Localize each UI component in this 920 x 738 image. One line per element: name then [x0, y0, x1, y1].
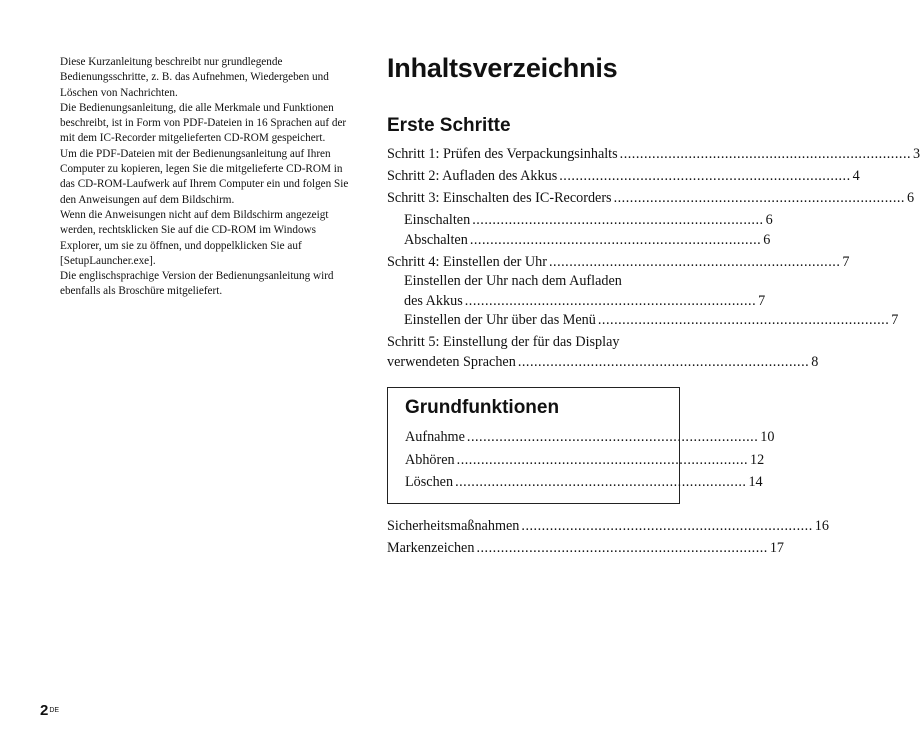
leader-dots: ........................................................................ [472, 212, 764, 228]
toc-entry-text: Aufnahme [405, 429, 465, 445]
toc-entry-text: Abschalten [404, 231, 468, 248]
leader-dots: ........................................................................ [464, 292, 757, 309]
toc-entry-text: Abhören [405, 451, 455, 468]
leader-dots: ........................................................................ [456, 451, 749, 468]
toc-title: Inhaltsverzeichnis [387, 53, 618, 83]
toc-entry-page: 7 [758, 292, 766, 309]
toc-entry[interactable] [387, 145, 920, 165]
toc-entry-page: 8 [811, 353, 819, 370]
toc-list-grundfunktionen [405, 428, 775, 496]
toc-entry-text: Einstellen der Uhr nach dem Aufladen [404, 273, 622, 289]
toc-entry-page: 16 [814, 518, 829, 534]
toc-entry[interactable] [387, 253, 850, 273]
language-code: DE [49, 707, 60, 714]
toc-entry-text: Sicherheitsmaßnahmen [387, 518, 520, 534]
toc-entry-page: 10 [760, 429, 775, 445]
toc-entry-text: Schritt 2: Aufladen des Akkus [387, 168, 558, 184]
leader-dots: ........................................................................ [619, 146, 912, 162]
toc-subentry[interactable] [387, 311, 899, 331]
section-heading-grundfunktionen: Grundfunktionen [405, 397, 560, 418]
intro-paragraph: Die Bedienungsanleitung, die alle Merkmale und Funktionen beschreibt, ist in Form von PDF-Dateien in 16 Sprachen auf der mit dem IC-Recorder mitgelieferten CD-ROM gespeichert. [60, 101, 347, 145]
leader-dots: ........................................................................ [548, 253, 841, 270]
intro-paragraph: Diese Kurzanleitung beschreibt nur grundlegende Bedienungsschritte, z. B. das Aufnehmen, Wiedergeben und Löschen von Nachrichten. [60, 56, 329, 99]
toc-entry-text: Schritt 4: Einstellen der Uhr [387, 253, 547, 270]
leader-dots: ........................................................................ [597, 312, 890, 328]
toc-entry-page: 14 [748, 474, 763, 490]
intro-paragraph: Um die PDF-Dateien mit der Bedienungsanleitung auf Ihren Computer zu kopieren, legen Sie die mitgelieferte CD-ROM in das CD-ROM-Laufwerk auf Ihrem Computer ein und folgen Sie den Anweisungen auf dem Bildschirm. [60, 147, 349, 206]
toc-subentry[interactable] [387, 211, 773, 231]
toc-subentry[interactable] [387, 272, 766, 311]
grundfunktionen-box [387, 387, 775, 504]
toc-subentry[interactable] [387, 231, 771, 251]
toc-entry-text: Löschen [405, 474, 454, 490]
toc-entry-text: Schritt 3: Einschalten des IC-Recorders [387, 190, 612, 206]
toc-entry[interactable] [387, 539, 785, 559]
toc-entry-text: Schritt 1: Prüfen des Verpackungsinhalts [387, 146, 618, 162]
toc-entry-text: Schritt 5: Einstellung der für das Display [387, 334, 620, 350]
intro-text [60, 55, 360, 300]
toc-entry[interactable] [387, 333, 819, 372]
leader-dots: ........................................................................ [613, 190, 905, 206]
leader-dots: ........................................................................ [455, 474, 747, 490]
intro-paragraph: Wenn die Anweisungen nicht auf dem Bildschirm angezeigt werden, rechtsklicken Sie auf die CD-ROM im Windows Explorer, um sie zu öffnen, und doppelklicken Sie auf [SetupLauncher.exe]. [60, 208, 329, 267]
toc-entry-page: 7 [891, 312, 899, 328]
section-heading-erste-schritte: Erste Schritte [387, 115, 511, 136]
leader-dots: ........................................................................ [469, 231, 762, 248]
toc-entry[interactable] [405, 473, 763, 493]
toc-entry-page: 6 [906, 190, 915, 206]
toc-entry[interactable] [387, 517, 829, 537]
leader-dots: ........................................................................ [559, 168, 851, 184]
toc-entry-text: verwendeten Sprachen [387, 353, 516, 370]
toc-entry-page: 6 [763, 231, 771, 248]
toc-entry-text: des Akkus [404, 292, 463, 309]
toc-list-other [387, 517, 829, 561]
toc-list-erste-schritte [387, 145, 920, 375]
toc-entry[interactable] [405, 428, 775, 448]
leader-dots: ........................................................................ [521, 518, 813, 534]
intro-paragraph: Die englischsprachige Version der Bedienungsanleitung wird ebenfalls als Broschüre mitgeliefert. [60, 270, 334, 298]
leader-dots: ........................................................................ [476, 540, 768, 556]
toc-entry-page: 3 [913, 146, 920, 162]
toc-entry-page: 7 [842, 253, 850, 270]
page-number [40, 702, 59, 720]
page-number-value: 2 [40, 702, 49, 719]
toc-entry[interactable] [405, 451, 765, 471]
toc-entry-text: Einstellen der Uhr über das Menü [404, 312, 596, 328]
toc-entry[interactable] [387, 189, 915, 209]
toc-entry-page: 17 [769, 540, 785, 556]
toc-entry-text: Markenzeichen [387, 540, 475, 556]
toc-entry-page: 4 [852, 168, 860, 184]
toc-entry-page: 12 [750, 451, 765, 468]
toc-entry-text: Einschalten [404, 212, 471, 228]
toc-entry[interactable] [387, 167, 860, 187]
leader-dots: ........................................................................ [517, 353, 810, 370]
toc-entry-page: 6 [765, 212, 773, 228]
leader-dots: ........................................................................ [466, 429, 759, 445]
